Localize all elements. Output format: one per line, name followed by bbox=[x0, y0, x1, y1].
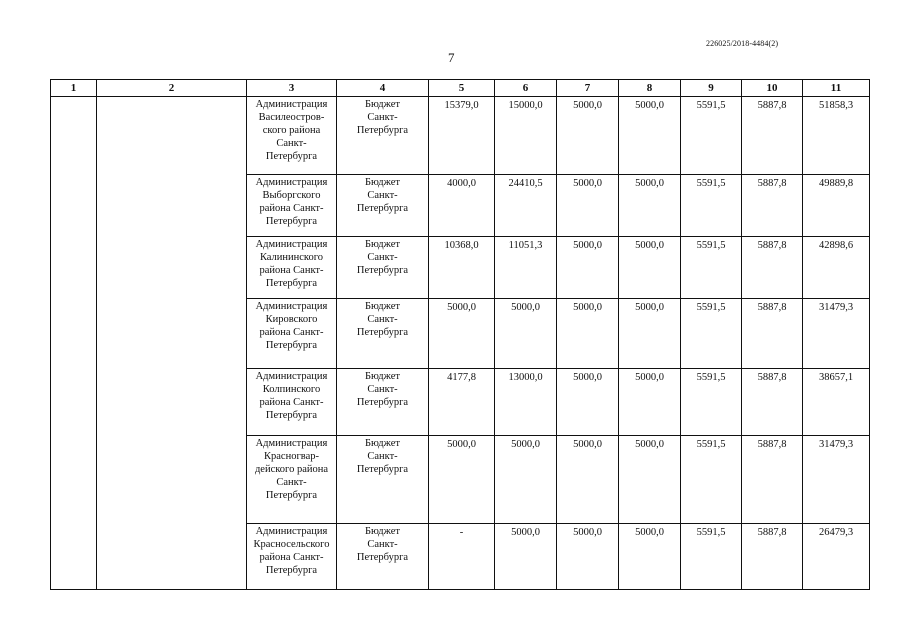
organization-line: Администрация bbox=[255, 526, 328, 537]
cell-value-col7: 5000,0 bbox=[557, 436, 619, 524]
funding-line: Санкт- bbox=[367, 112, 398, 123]
organization-line: района Санкт- bbox=[259, 552, 324, 563]
cell-value-col6: 5000,0 bbox=[495, 524, 557, 590]
column-header-9: 9 bbox=[681, 80, 742, 97]
organization-line: Петербурга bbox=[265, 151, 318, 162]
organization-line: Администрация bbox=[255, 301, 328, 312]
cell-value-col8: 5000,0 bbox=[619, 369, 681, 436]
cell-value-col5: 5000,0 bbox=[429, 436, 495, 524]
funding-line: Петербурга bbox=[356, 397, 409, 408]
cell-value-col10: 5887,8 bbox=[742, 299, 803, 369]
header-row bbox=[51, 80, 870, 97]
funding-line: Санкт- bbox=[367, 384, 398, 395]
cell-value-col11: 42898,6 bbox=[803, 237, 870, 299]
cell-value-col6: 5000,0 bbox=[495, 299, 557, 369]
cell-value-col10: 5887,8 bbox=[742, 524, 803, 590]
cell-value-col8: 5000,0 bbox=[619, 299, 681, 369]
cell-value-col10: 5887,8 bbox=[742, 237, 803, 299]
organization-line: Петербурга bbox=[265, 216, 318, 227]
cell-value-col11: 38657,1 bbox=[803, 369, 870, 436]
cell-value-col5: 4000,0 bbox=[429, 175, 495, 237]
cell-value-col9: 5591,5 bbox=[681, 436, 742, 524]
organization-line: района Санкт- bbox=[259, 265, 324, 276]
cell-value-col9: 5591,5 bbox=[681, 97, 742, 175]
column-header-11: 11 bbox=[803, 80, 870, 97]
organization-line: района Санкт- bbox=[259, 397, 324, 408]
cell-funding-source bbox=[337, 237, 429, 299]
cell-value-col7: 5000,0 bbox=[557, 299, 619, 369]
organization-line: Петербурга bbox=[265, 278, 318, 289]
organization-line: Красносельского bbox=[253, 539, 330, 550]
organization-line: Администрация bbox=[255, 239, 328, 250]
funding-line: Бюджет bbox=[364, 99, 401, 110]
funding-line: Бюджет bbox=[364, 239, 401, 250]
funding-line: Бюджет bbox=[364, 438, 401, 449]
funding-line: Петербурга bbox=[356, 125, 409, 136]
cell-value-col7: 5000,0 bbox=[557, 97, 619, 175]
cell-organization bbox=[247, 436, 337, 524]
organization-line: Петербурга bbox=[265, 340, 318, 351]
organization-line: Администрация bbox=[255, 99, 328, 110]
cell-value-col9: 5591,5 bbox=[681, 237, 742, 299]
cell-value-col11: 49889,8 bbox=[803, 175, 870, 237]
organization-line: Красногвар- bbox=[264, 451, 319, 462]
funding-line: Петербурга bbox=[356, 552, 409, 563]
cell-funding-source bbox=[337, 299, 429, 369]
cell-value-col9: 5591,5 bbox=[681, 175, 742, 237]
organization-line: Администрация bbox=[255, 371, 328, 382]
cell-organization bbox=[247, 237, 337, 299]
cell-value-col5: 15379,0 bbox=[429, 97, 495, 175]
cell-value-col9: 5591,5 bbox=[681, 524, 742, 590]
cell-value-col10: 5887,8 bbox=[742, 369, 803, 436]
cell-value-col7: 5000,0 bbox=[557, 237, 619, 299]
funding-line: Бюджет bbox=[364, 526, 401, 537]
cell-value-col11: 31479,3 bbox=[803, 299, 870, 369]
organization-line: Санкт- bbox=[276, 138, 307, 149]
cell-value-col8: 5000,0 bbox=[619, 97, 681, 175]
cell-value-col6: 24410,5 bbox=[495, 175, 557, 237]
cell-value-col5: - bbox=[429, 524, 495, 590]
cell-col1-empty bbox=[51, 97, 97, 590]
document-id: 226025/2018-4484(2) bbox=[706, 39, 779, 48]
cell-value-col5: 5000,0 bbox=[429, 299, 495, 369]
cell-value-col5: 4177,8 bbox=[429, 369, 495, 436]
cell-value-col9: 5591,5 bbox=[681, 369, 742, 436]
cell-value-col6: 15000,0 bbox=[495, 97, 557, 175]
funding-line: Санкт- bbox=[367, 190, 398, 201]
organization-line: дейского района bbox=[254, 464, 329, 475]
cell-value-col6: 11051,3 bbox=[495, 237, 557, 299]
cell-value-col10: 5887,8 bbox=[742, 436, 803, 524]
cell-value-col5: 10368,0 bbox=[429, 237, 495, 299]
cell-value-col11: 51858,3 bbox=[803, 97, 870, 175]
cell-organization bbox=[247, 369, 337, 436]
cell-value-col7: 5000,0 bbox=[557, 175, 619, 237]
organization-line: Санкт- bbox=[276, 477, 307, 488]
column-header-8: 8 bbox=[619, 80, 681, 97]
column-header-10: 10 bbox=[742, 80, 803, 97]
cell-funding-source bbox=[337, 97, 429, 175]
funding-line: Петербурга bbox=[356, 327, 409, 338]
page-number: 7 bbox=[448, 50, 455, 65]
organization-line: района Санкт- bbox=[259, 327, 324, 338]
funding-line: Санкт- bbox=[367, 451, 398, 462]
funding-line: Петербурга bbox=[356, 464, 409, 475]
organization-line: Василеостров- bbox=[258, 112, 325, 123]
cell-value-col11: 31479,3 bbox=[803, 436, 870, 524]
column-header-1: 1 bbox=[51, 80, 97, 97]
cell-value-col8: 5000,0 bbox=[619, 237, 681, 299]
cell-value-col9: 5591,5 bbox=[681, 299, 742, 369]
cell-funding-source bbox=[337, 175, 429, 237]
funding-line: Петербурга bbox=[356, 265, 409, 276]
cell-organization bbox=[247, 524, 337, 590]
column-header-5: 5 bbox=[429, 80, 495, 97]
column-header-7: 7 bbox=[557, 80, 619, 97]
cell-funding-source bbox=[337, 436, 429, 524]
organization-line: ского района bbox=[262, 125, 321, 136]
funding-line: Бюджет bbox=[364, 177, 401, 188]
organization-line: Выборгского bbox=[262, 190, 321, 201]
column-header-3: 3 bbox=[247, 80, 337, 97]
cell-funding-source bbox=[337, 524, 429, 590]
organization-line: Администрация bbox=[255, 438, 328, 449]
cell-funding-source bbox=[337, 369, 429, 436]
column-header-2: 2 bbox=[97, 80, 247, 97]
organization-line: Администрация bbox=[255, 177, 328, 188]
organization-line: Калининского bbox=[259, 252, 324, 263]
cell-col2-empty bbox=[97, 97, 247, 590]
funding-line: Петербурга bbox=[356, 203, 409, 214]
column-header-4: 4 bbox=[337, 80, 429, 97]
organization-line: района Санкт- bbox=[259, 203, 324, 214]
column-header-6: 6 bbox=[495, 80, 557, 97]
cell-value-col8: 5000,0 bbox=[619, 436, 681, 524]
funding-line: Бюджет bbox=[364, 301, 401, 312]
funding-line: Бюджет bbox=[364, 371, 401, 382]
cell-value-col10: 5887,8 bbox=[742, 97, 803, 175]
funding-line: Санкт- bbox=[367, 539, 398, 550]
cell-organization bbox=[247, 175, 337, 237]
cell-value-col8: 5000,0 bbox=[619, 175, 681, 237]
table-body bbox=[51, 97, 870, 590]
organization-line: Петербурга bbox=[265, 565, 318, 576]
cell-value-col6: 13000,0 bbox=[495, 369, 557, 436]
organization-line: Кировского bbox=[265, 314, 318, 325]
cell-value-col8: 5000,0 bbox=[619, 524, 681, 590]
cell-organization bbox=[247, 97, 337, 175]
funding-line: Санкт- bbox=[367, 314, 398, 325]
organization-line: Петербурга bbox=[265, 410, 318, 421]
cell-value-col10: 5887,8 bbox=[742, 175, 803, 237]
cell-value-col7: 5000,0 bbox=[557, 369, 619, 436]
organization-line: Колпинского bbox=[262, 384, 321, 395]
cell-value-col6: 5000,0 bbox=[495, 436, 557, 524]
cell-organization bbox=[247, 299, 337, 369]
table-row bbox=[51, 97, 870, 175]
cell-value-col7: 5000,0 bbox=[557, 524, 619, 590]
organization-line: Петербурга bbox=[265, 490, 318, 501]
cell-value-col11: 26479,3 bbox=[803, 524, 870, 590]
funding-line: Санкт- bbox=[367, 252, 398, 263]
budget-table bbox=[50, 79, 870, 590]
